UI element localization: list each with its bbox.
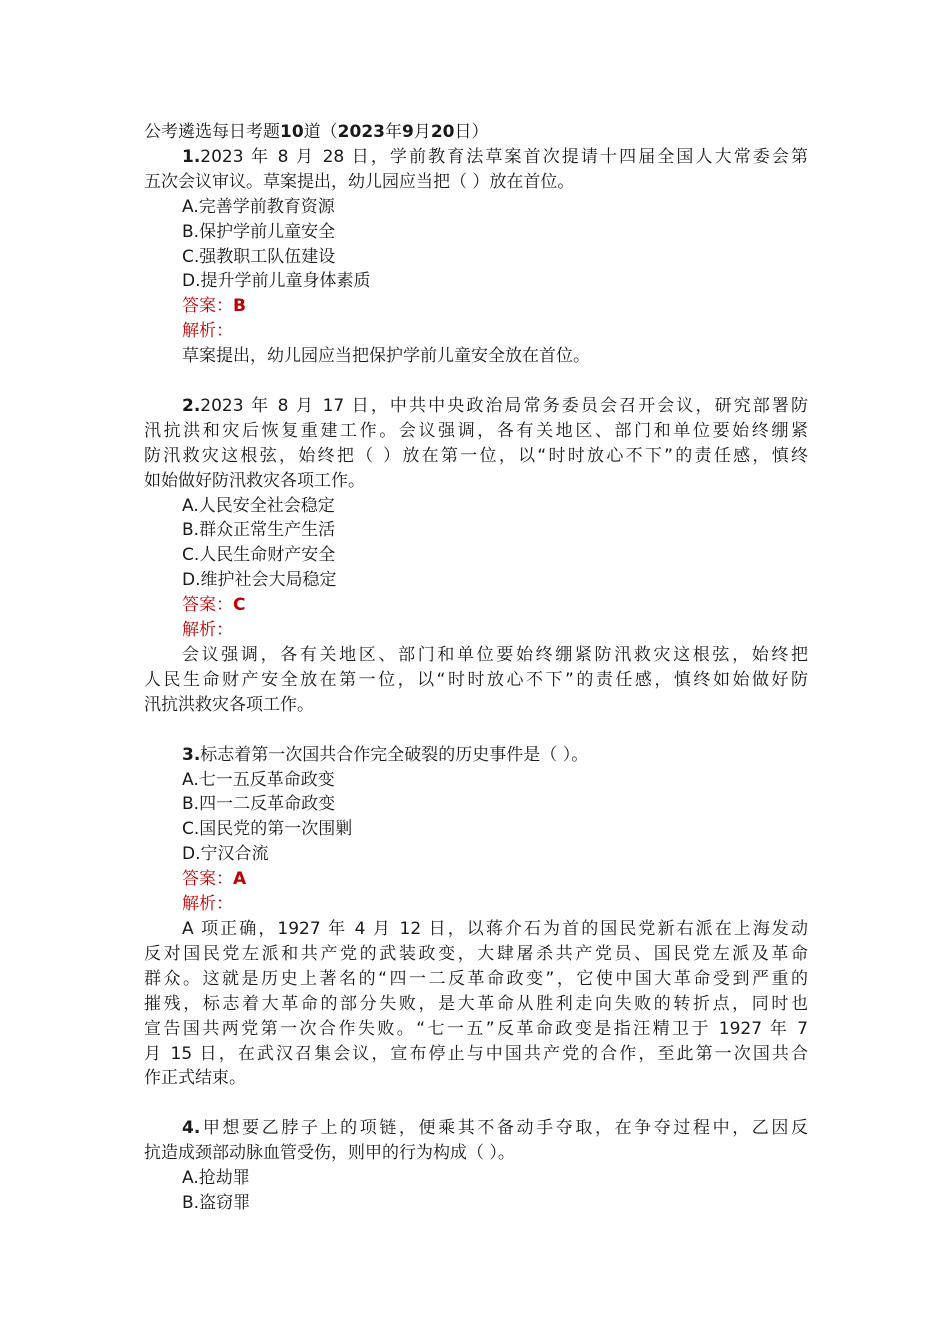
question-stem-line: 防汛救灾这根弦，始终把（ ）放在第一位，以“时时放心不下”的责任感，慎终	[144, 445, 808, 466]
title-month: 9	[402, 122, 414, 142]
spacer	[144, 718, 808, 743]
title-mid: 道（	[303, 122, 338, 142]
option-d: D.提升学前儿童身体素质	[182, 271, 371, 292]
title-count: 10	[280, 122, 304, 142]
analysis-line: 草案提出，幼儿园应当把保护学前儿童安全放在首位。	[182, 346, 590, 367]
answer-label: 答案：	[182, 296, 233, 317]
title-year-char: 年	[385, 122, 402, 142]
question-number: 4.	[182, 1118, 201, 1139]
option-a: A.七一五反革命政变	[182, 769, 335, 790]
title-month-char: 月	[413, 122, 431, 142]
answer-line	[144, 294, 808, 319]
question-stem-line: 抗造成颈部动脉血管受伤，则甲的行为构成（ ）。	[144, 1143, 515, 1164]
analysis-line: 人民生命财产安全放在第一位，以“时时放心不下”的责任感，慎终如始做好防	[144, 669, 808, 690]
analysis-line: 摧残，标志着大革命的部分失败，是大革命从胜利走向失败的转折点，同时也	[144, 993, 808, 1014]
answer-value: B	[233, 296, 246, 317]
spacer	[144, 1091, 808, 1116]
analysis-label: 解析：	[182, 620, 233, 641]
option-b: B.盗窃罪	[182, 1192, 251, 1213]
question-stem-line: 如始做好防汛救灾各项工作。	[144, 470, 365, 491]
question-stem-line	[144, 394, 808, 419]
answer-value: A	[233, 869, 247, 890]
option-a: A.完善学前教育资源	[182, 196, 335, 217]
analysis-line: 反对国民党左派和共产党的武装政变，大肆屠杀共产党员、国民党左派及革命	[144, 943, 808, 964]
analysis-line: 会议强调，各有关地区、部门和单位要始终绷紧防汛救灾这根弦，始终把	[182, 645, 808, 666]
analysis-line: 宣告国共两党第一次合作失败。“七一五”反革命政变是指汪精卫于 1927 年 7	[144, 1018, 808, 1039]
spacer	[144, 369, 808, 394]
title-suffix: 日）	[454, 122, 489, 142]
analysis-line: A 项正确，1927 年 4 月 12 日，以蒋介石为首的国民党新右派在上海发动	[182, 918, 808, 939]
question-4	[144, 1116, 808, 1216]
analysis-line: 群众。这就是历史上著名的“四一二反革命政变”，它使中国大革命受到严重的	[144, 968, 808, 989]
option-a: A.人民安全社会稳定	[182, 495, 335, 516]
option-d: D.宁汉合流	[182, 844, 269, 865]
option-b: B.群众正常生产生活	[182, 520, 336, 541]
analysis-line: 作正式结束。	[144, 1068, 246, 1089]
analysis-label: 解析：	[182, 894, 233, 915]
question-stem-line	[144, 145, 808, 170]
option-c: C.国民党的第一次围剿	[182, 819, 353, 840]
question-3	[144, 743, 808, 1092]
title-year: 2023	[337, 122, 385, 142]
page-title	[144, 120, 808, 145]
question-stem-line	[144, 1116, 808, 1141]
answer-line	[144, 593, 808, 618]
option-b: B.四一二反革命政变	[182, 794, 336, 815]
title-prefix: 公考遴选每日考题	[144, 122, 280, 142]
answer-value: C	[233, 595, 246, 616]
question-stem-line: 汛抗洪和灾后恢复重建工作。会议强调，各有关地区、部门和单位要始终绷紧	[144, 420, 808, 441]
question-number: 3.	[182, 744, 201, 765]
option-b: B.保护学前儿童安全	[182, 221, 336, 242]
question-number: 1.	[182, 146, 201, 167]
analysis-line: 月 15 日，在武汉召集会议，宣布停止与中国共产党的合作，至此第一次国共合	[144, 1043, 808, 1064]
option-c: C.强教职工队伍建设	[182, 246, 336, 267]
analysis-line: 汛抗洪救灾各项工作。	[144, 694, 314, 715]
question-stem-line	[144, 743, 808, 768]
answer-line	[144, 867, 808, 892]
question-2	[144, 394, 808, 718]
answer-label: 答案：	[182, 869, 233, 890]
title-day: 20	[430, 122, 455, 142]
stem-text: 甲想要乙脖子上的项链，便乘其不备动手夺取，在争夺过程中，乙因反	[200, 1118, 808, 1139]
option-c: C.人民生命财产安全	[182, 545, 336, 566]
analysis-label: 解析：	[182, 321, 233, 342]
answer-label: 答案：	[182, 595, 233, 616]
stem-text: 2023 年 8 月 28 日，学前教育法草案首次提请十四届全国人大常委会第	[200, 146, 808, 167]
question-stem-line: 五次会议审议。草案提出，幼儿园应当把（ ）放在首位。	[144, 171, 575, 192]
document-page	[144, 120, 808, 1216]
option-d: D.维护社会大局稳定	[182, 570, 337, 591]
stem-text: 标志着第一次国共合作完全破裂的历史事件是（ ）。	[200, 744, 589, 765]
question-number: 2.	[182, 395, 201, 416]
option-a: A.抢劫罪	[182, 1168, 250, 1189]
question-1	[144, 145, 808, 369]
stem-text: 2023 年 8 月 17 日，中共中央政治局常务委员会召开会议，研究部署防	[200, 395, 808, 416]
